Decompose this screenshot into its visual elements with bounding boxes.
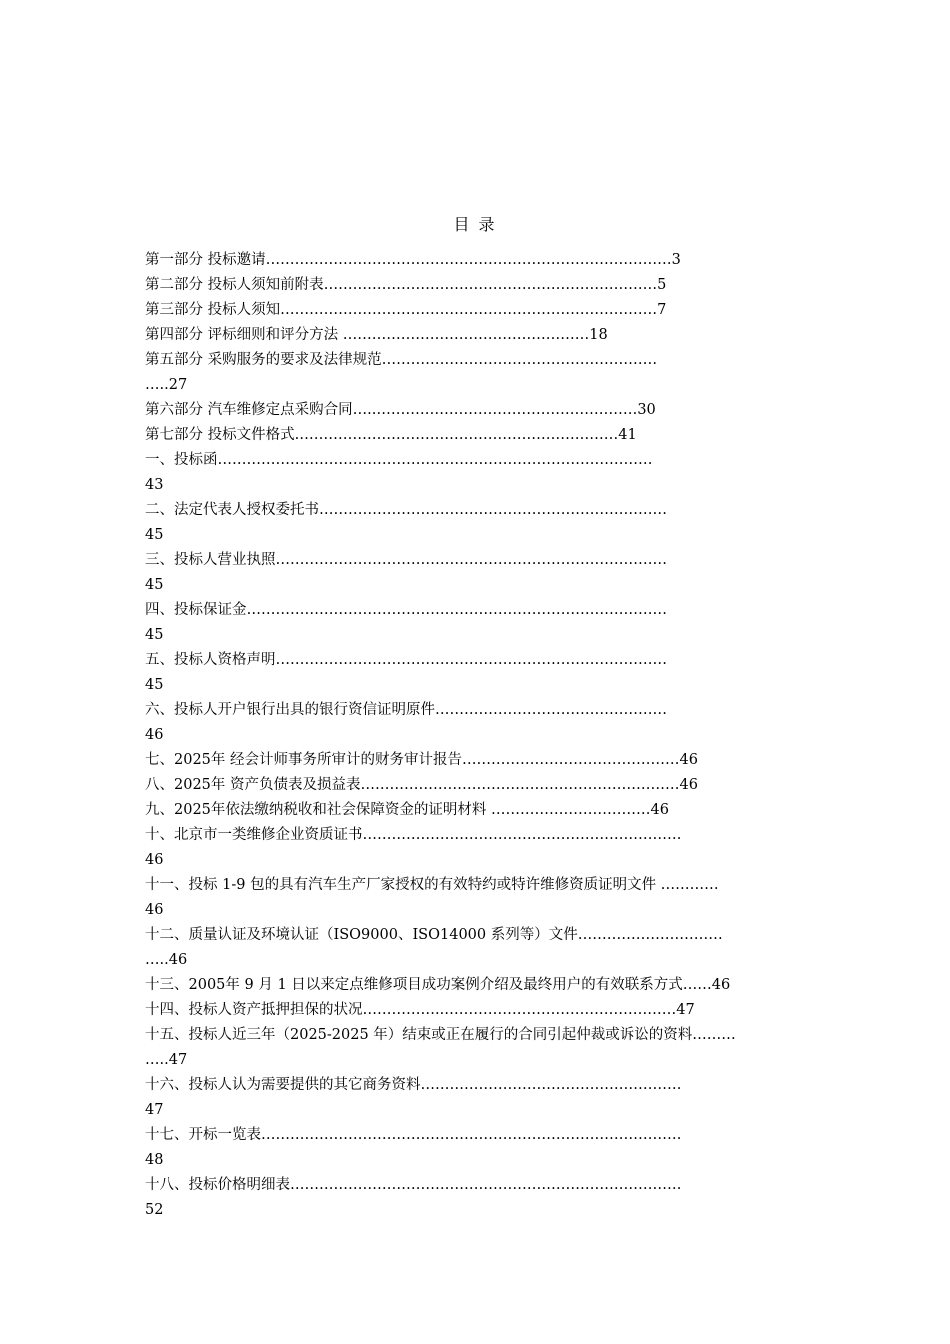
toc-entry: 九、2025年依法缴纳税收和社会保障资金的证明材料 ……………………………46 [145, 802, 669, 818]
toc-entry: 第一部分 投标邀请…………………………………………………………………………3 [145, 252, 681, 268]
toc-entry: …..27 [145, 377, 188, 393]
toc-entry: 45 [145, 677, 164, 693]
toc-entry: 45 [145, 627, 164, 643]
toc-entry: 十六、投标人认为需要提供的其它商务资料……………………………………………… [145, 1077, 682, 1093]
toc-entry: 43 [145, 477, 164, 493]
toc-entry: 十五、投标人近三年（2025-2025 年）结束或正在履行的合同引起仲裁或诉讼的资料……… [145, 1027, 736, 1043]
toc-entry: 第二部分 投标人须知前附表……………………………………………………………5 [145, 277, 667, 293]
toc-entry: 47 [145, 1102, 164, 1118]
toc-entry: …..47 [145, 1052, 188, 1068]
toc-entry: 十一、投标 1-9 包的具有汽车生产厂家授权的有效特约或特许维修资质证明文件 ………… [145, 877, 719, 893]
toc-entry: 第五部分 采购服务的要求及法律规范………………………………………………… [145, 352, 658, 368]
toc-list [145, 248, 807, 1223]
toc-entry: 第六部分 汽车维修定点采购合同…..………………………………………………30 [145, 402, 656, 418]
toc-entry: 二、法定代表人授权委托书……………………………………………………………… [145, 502, 667, 518]
toc-entry: 十八、投标价格明细表……………………………………………………………………… [145, 1177, 682, 1193]
toc-entry: 三、投标人营业执照……………………………………………………………………… [145, 552, 667, 568]
toc-entry: 十七、开标一览表…………………………………………………………………………… [145, 1127, 682, 1143]
toc-entry: 45 [145, 577, 164, 593]
toc-entry: 第七部分 投标文件格式.…………………………………………………………41 [145, 427, 637, 443]
toc-entry: 一、投标函……………………………………………………………………………… [145, 452, 653, 468]
toc-title: 目 录 [453, 215, 497, 234]
toc-entry: 46 [145, 727, 164, 743]
toc-entry: 十、北京市一类维修企业资质证书………………………………………………………… [145, 827, 682, 843]
toc-entry: 第四部分 评标细则和评分方法 ……………………………………………18 [145, 327, 608, 343]
toc-entry: 十三、2005年 9 月 1 日以来定点维修项目成功案例介绍及最终用户的有效联系方式……46 [145, 977, 731, 993]
toc-entry: 八、2025年 资产负债表及损益表…………………………………………………………46 [145, 777, 698, 793]
toc-entry: 46 [145, 902, 164, 918]
toc-entry: 五、投标人资格声明……………………………………………………………………… [145, 652, 667, 668]
toc-entry: 七、2025年 经会计师事务所审计的财务审计报告………………………………………46 [145, 752, 698, 768]
toc-entry: 四、投标保证金…………………………………………………………………………… [145, 602, 667, 618]
toc-entry: 52 [145, 1202, 164, 1218]
toc-entry: 十二、质量认证及环境认证（ISO9000、ISO14000 系列等）文件………………………… [145, 927, 723, 943]
toc-entry: …..46 [145, 952, 188, 968]
toc-entry: 48 [145, 1152, 164, 1168]
toc-entry: 六、投标人开户银行出具的银行资信证明原件………………………………………… [145, 702, 667, 718]
toc-entry: 46 [145, 852, 164, 868]
toc-entry: 45 [145, 527, 164, 543]
toc-entry: 第三部分 投标人须知……………………………………………………………………7 [145, 302, 667, 318]
toc-entry: 十四、投标人资产抵押担保的状况……………..…………………………………………47 [145, 1002, 695, 1018]
